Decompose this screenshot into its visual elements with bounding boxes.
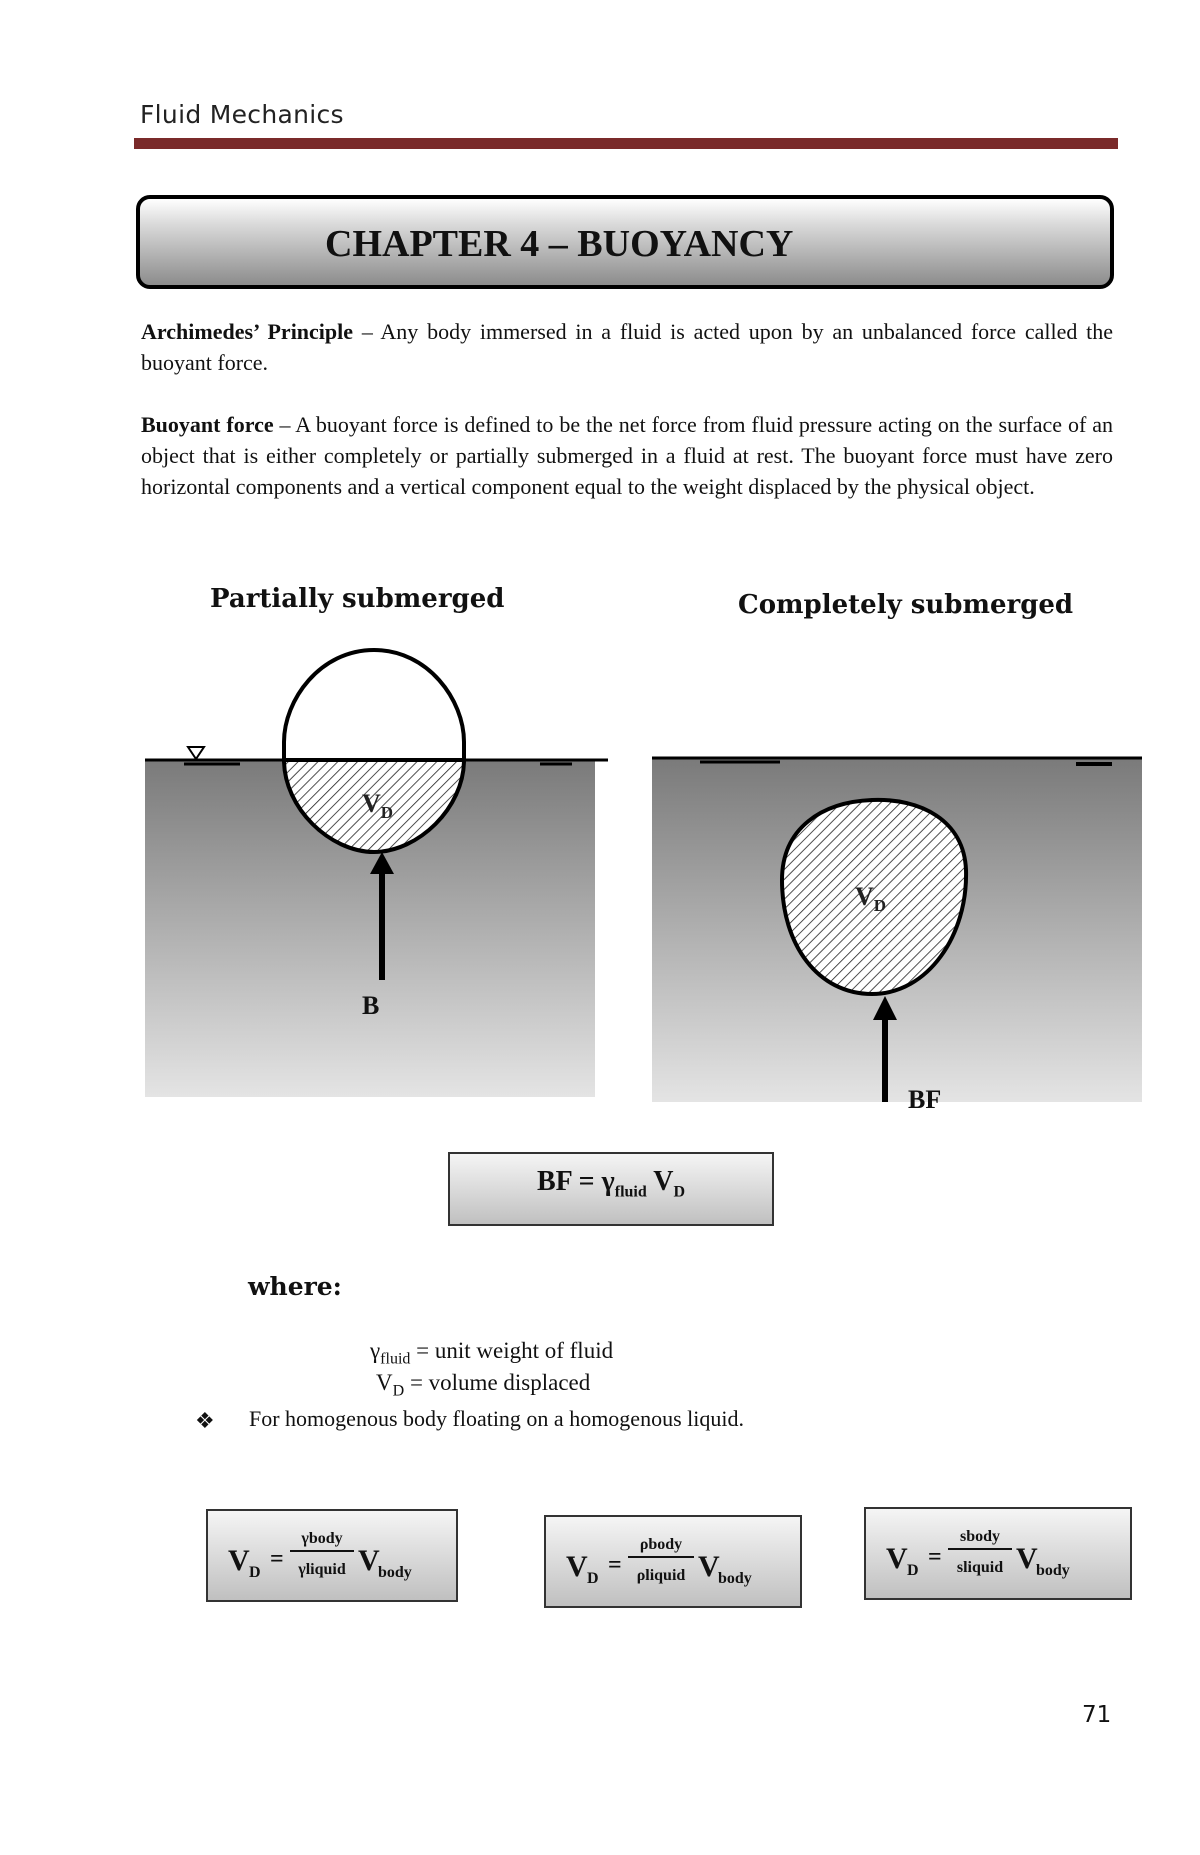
def-volume-displaced: $V_D$ = volume displaced [376,1370,591,1400]
svg-text:sbody: sbody [959,1528,1001,1545]
buoyant-force-text: – A buoyant force is defined to be the net force from fluid pressure acting on the surface of an object that is either completely or partially submerged in a fluid at rest. The buoyant force must have zero horizontal components and a vertical component equal to the weight displaced by the physical object. [141,412,1113,499]
left-diagram-title: Partially submerged [210,584,505,614]
svg-text:D: D [907,1562,919,1579]
svg-text:body: body [1036,1562,1070,1579]
svg-text:D: D [249,1564,261,1581]
right-force-label: BF [908,1085,942,1114]
svg-text:ρbody: ρbody [639,1536,683,1553]
formula-density [566,1536,752,1587]
svg-text:V: V [1016,1542,1038,1575]
formula-specific-gravity [886,1528,1070,1579]
svg-text:sliquid: sliquid [956,1559,1004,1576]
where-label: where: [248,1272,342,1301]
right-diagram-title: Completely submerged [738,590,1074,620]
svg-text:ρliquid: ρliquid [636,1567,686,1584]
svg-text:V: V [886,1542,908,1575]
svg-text:V: V [566,1550,588,1583]
left-volume-label: $V_D$ [362,789,394,822]
svg-text:=: = [608,1552,622,1578]
svg-text:body: body [378,1564,412,1581]
def-gamma-fluid: $\gamma_{fluid}$ = unit weight of fluid [370,1338,614,1368]
svg-text:γbody: γbody [301,1530,343,1547]
formula-unit-weight [228,1530,412,1581]
archimedes-term: Archimedes’ Principle [141,319,354,344]
svg-text:=: = [270,1546,284,1572]
main-equation: BF = $\gamma_{fluid}$ $V_D$ [536,1166,686,1201]
svg-text:body: body [718,1570,752,1587]
svg-text:V: V [698,1550,720,1583]
buoyant-force-term: Buoyant force [141,412,274,437]
bullet-text: For homogenous body floating on a homogenous liquid. [249,1406,744,1431]
svg-text:D: D [587,1570,599,1587]
left-force-label: B [362,991,380,1020]
running-header: Fluid Mechanics [140,100,344,129]
archimedes-text: – Any body immersed in a fluid is acted upon by an unbalanced force called the buoyant force. [141,319,1113,375]
svg-text:V: V [358,1544,380,1577]
svg-text:γliquid: γliquid [298,1561,346,1578]
page-number: 71 [1082,1702,1112,1728]
svg-text:=: = [928,1544,942,1570]
svg-text:V: V [228,1544,250,1577]
right-volume-label: $V_D$ [855,882,887,915]
bullet-diamond-icon: ❖ [195,1408,215,1433]
chapter-title: CHAPTER 4 – BUOYANCY [325,223,794,265]
